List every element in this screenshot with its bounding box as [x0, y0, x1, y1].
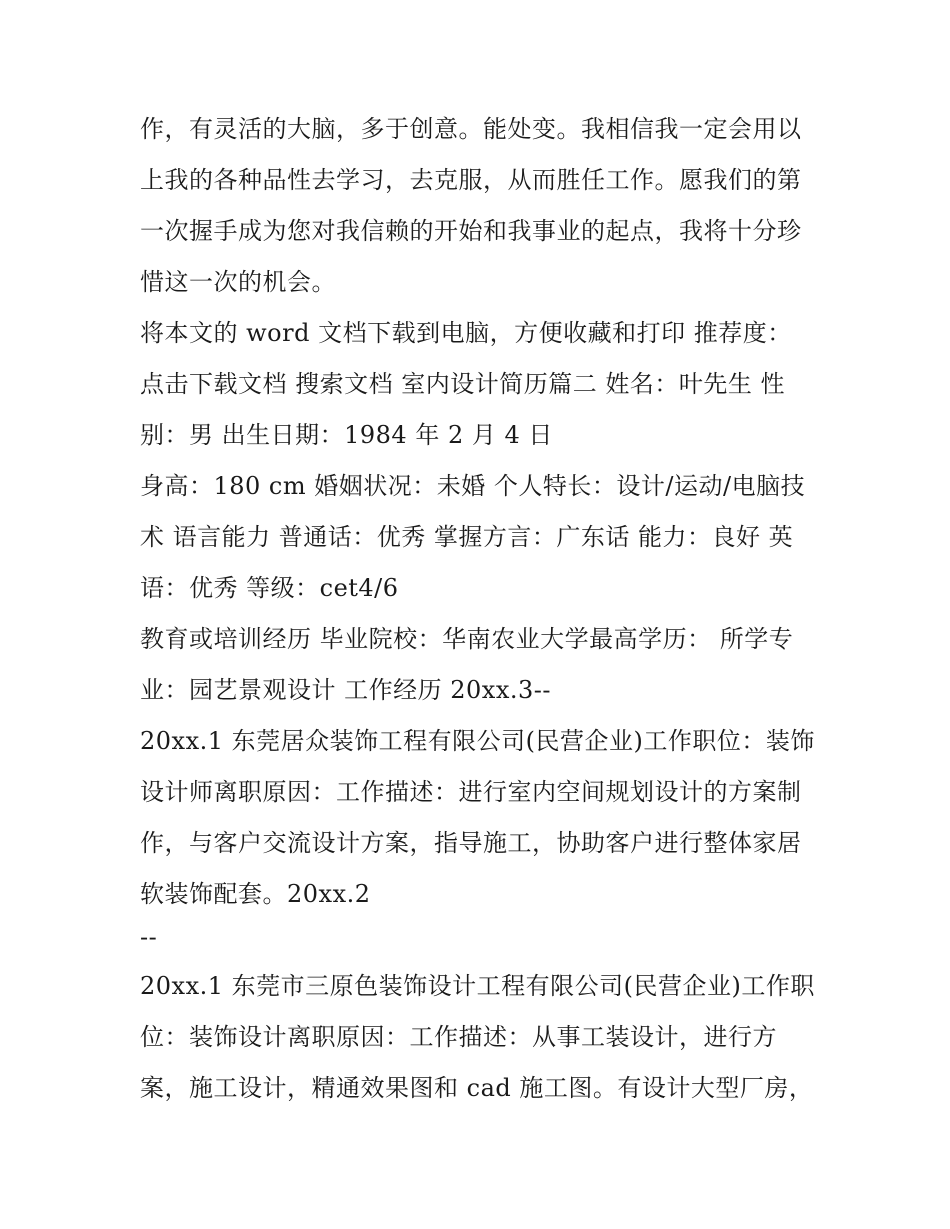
text-line: 身高：180 cm 婚姻状况：未婚 个人特长：设计/运动/电脑技: [140, 472, 806, 500]
text-line: 软装饰配套。20xx.2: [140, 880, 371, 908]
download-text-line: 将本文的 word 文档下载到电脑，方便收藏和打印 推荐度：: [140, 319, 792, 347]
text-line: 教育或培训经历 毕业院校：华南农业大学最高学历： 所学专: [140, 625, 794, 653]
text-line: 语：优秀 等级：cet4/6: [140, 574, 399, 602]
text-line: 案，施工设计，精通效果图和 cad 施工图。有设计大型厂房，: [140, 1074, 814, 1102]
text-line: 别：男 出生日期：1984 年 2 月 4 日: [140, 421, 553, 449]
text-line: 业：园艺景观设计 工作经历 20xx.3--: [140, 676, 551, 704]
text-line: 点击下载文档 搜索文档 室内设计简历篇二 姓名：叶先生 性: [140, 370, 786, 398]
text-line: --: [140, 923, 158, 951]
text-line: 作，有灵活的大脑，多于创意。能处变。我相信我一定会用以: [140, 115, 802, 143]
text-line: 作，与客户交流设计方案，指导施工，协助客户进行整体家居: [140, 829, 802, 857]
text-line: 20xx.1 东莞居众装饰工程有限公司(民营企业)工作职位：装饰: [140, 727, 815, 755]
text-line: 上我的各种品性去学习，去克服，从而胜任工作。愿我们的第: [140, 166, 802, 194]
text-line: 术 语言能力 普通话：优秀 掌握方言：广东话 能力：良好 英: [140, 523, 794, 551]
text-line: 惜这一次的机会。: [140, 268, 336, 296]
text-line: 20xx.1 东莞市三原色装饰设计工程有限公司(民营企业)工作职: [140, 972, 815, 1000]
text-line: 设计师离职原因：工作描述：进行室内空间规划设计的方案制: [140, 778, 802, 806]
text-line: 一次握手成为您对我信赖的开始和我事业的起点，我将十分珍: [140, 217, 802, 245]
text-line: 位：装饰设计离职原因：工作描述：从事工装设计，进行方: [140, 1023, 777, 1051]
